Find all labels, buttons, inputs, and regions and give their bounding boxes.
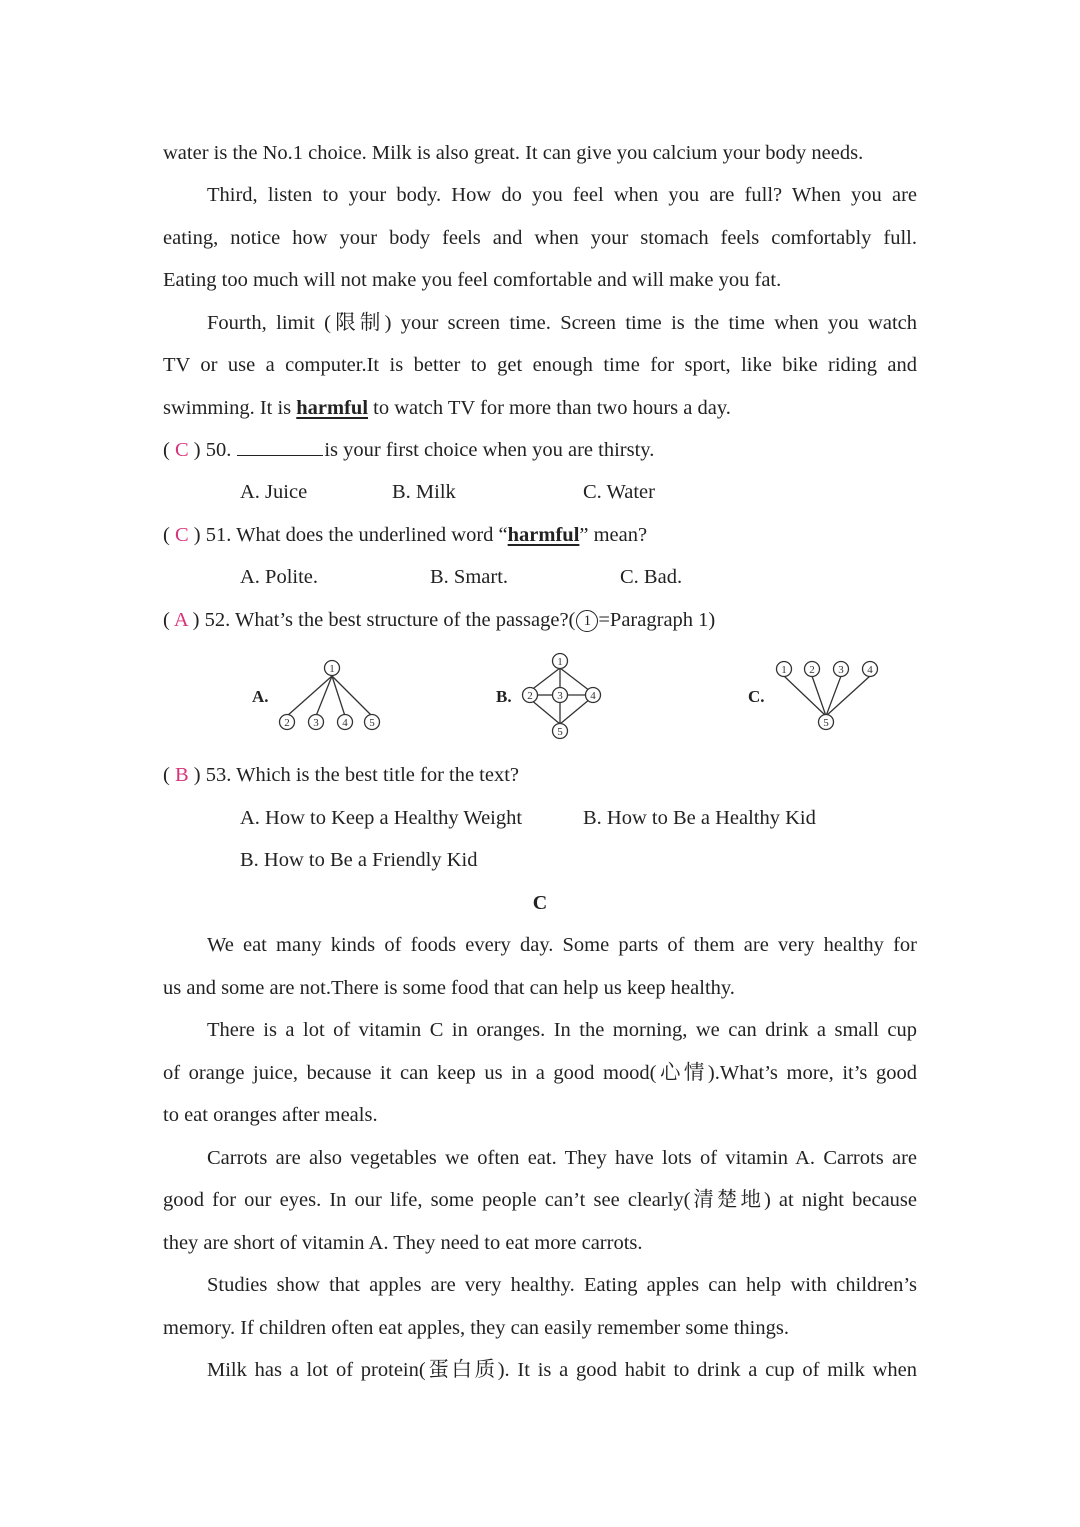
structure-diagram-a [250,654,390,736]
node-1: 1 [781,664,787,676]
node-1: 1 [557,656,563,668]
line-text: swimming. It is [163,397,292,419]
node-5: 5 [823,717,829,729]
passage-line: We eat many kinds of foods every day. Some parts of them are very healthy for [207,934,917,956]
diagram-label: C. [748,687,765,706]
question-text: ) 51. What does the underlined word “ [193,524,508,546]
passage-line: Milk has a lot of protein(蛋白质). It is a good habit to drink a cup of milk when [207,1359,917,1381]
passage-line: Third, listen to your body. How do you feel when you are full? When you are [207,184,917,206]
node-3: 3 [838,664,844,676]
underlined-word: harmful [507,524,580,546]
option-b: B. How to Be a Healthy Kid [583,807,816,829]
node-5: 5 [557,726,563,738]
question-53 [163,762,917,788]
node-5: 5 [369,717,375,729]
node-1: 1 [329,663,335,675]
answer-blank [237,437,323,456]
node-4: 4 [342,717,348,729]
passage-line: us and some are not.There is some food that can help us keep healthy. [163,977,735,999]
option-c: B. How to Be a Friendly Kid [240,849,478,871]
passage-line: good for our eyes. In our life, some people can’t see clearly(清楚地) at night because [163,1189,917,1211]
section-heading: C [532,892,548,914]
option-b: B. Smart. [430,566,509,588]
passage-line: to eat oranges after meals. [163,1104,378,1126]
structure-diagram-c [746,654,886,736]
circled-number: 1 [576,610,598,632]
passage-line: Studies show that apples are very healthy. Eating apples can help with children’s [207,1274,917,1296]
option-a: A. Juice [240,481,308,503]
question-text: ) 53. Which is the best title for the text? [193,764,520,786]
answer-letter: A [173,609,188,631]
passage-line: they are short of vitamin A. They need to eat more carrots. [163,1232,643,1254]
paren-open: ( [163,439,170,461]
node-3: 3 [313,717,319,729]
passage-line: TV or use a computer.It is better to get enough time for sport, like bike riding and [163,354,917,376]
question-text: ” mean? [579,524,648,546]
option-c: C. Bad. [620,566,683,588]
answer-letter: B [174,764,189,786]
option-c: C. Water [583,481,655,503]
diagram-label: B. [496,687,512,706]
line-text: to watch TV for more than two hours a day. [373,397,731,419]
question-51 [163,522,917,548]
answer-letter: C [174,439,189,461]
node-2: 2 [284,717,290,729]
passage-line: memory. If children often eat apples, they can easily remember some things. [163,1317,789,1339]
passage-line: Eating too much will not make you feel comfortable and will make you fat. [163,269,782,291]
option-b: B. Milk [392,481,456,503]
passage-line: Carrots are also vegetables we often eat. They have lots of vitamin A. Carrots are [207,1147,917,1169]
node-2: 2 [527,690,533,702]
diagram-label: A. [252,687,269,706]
underlined-word: harmful [296,397,369,419]
question-text: =Paragraph 1) [598,609,716,631]
structure-diagram-b [494,650,614,742]
paren-open: ( [163,524,170,546]
answer-letter: C [174,524,189,546]
node-4: 4 [590,690,596,702]
question-text: ) 52. What’s the best structure of the passage?( [192,609,576,631]
paren-open: ( [163,609,170,631]
passage-line: water is the No.1 choice. Milk is also great. It can give you calcium your body needs. [163,142,864,164]
question-text: is your first choice when you are thirsty. [324,439,655,461]
passage-line: eating, notice how your body feels and when your stomach feels comfortably full. [163,227,917,249]
question-52 [163,607,917,633]
passage-line [163,395,917,421]
node-4: 4 [867,664,873,676]
node-3: 3 [557,690,563,702]
passage-line: There is a lot of vitamin C in oranges. In the morning, we can drink a small cup [207,1019,917,1041]
passage-line: of orange juice, because it can keep us in a good mood(心情).What’s more, it’s good [163,1062,917,1084]
node-2: 2 [809,664,815,676]
option-a: A. How to Keep a Healthy Weight [240,807,523,829]
question-number: ) 50. [193,439,232,461]
paren-open: ( [163,764,170,786]
question-50 [163,437,917,463]
option-a: A. Polite. [240,566,319,588]
passage-line: Fourth, limit (限制) your screen time. Screen time is the time when you watch [207,312,917,334]
